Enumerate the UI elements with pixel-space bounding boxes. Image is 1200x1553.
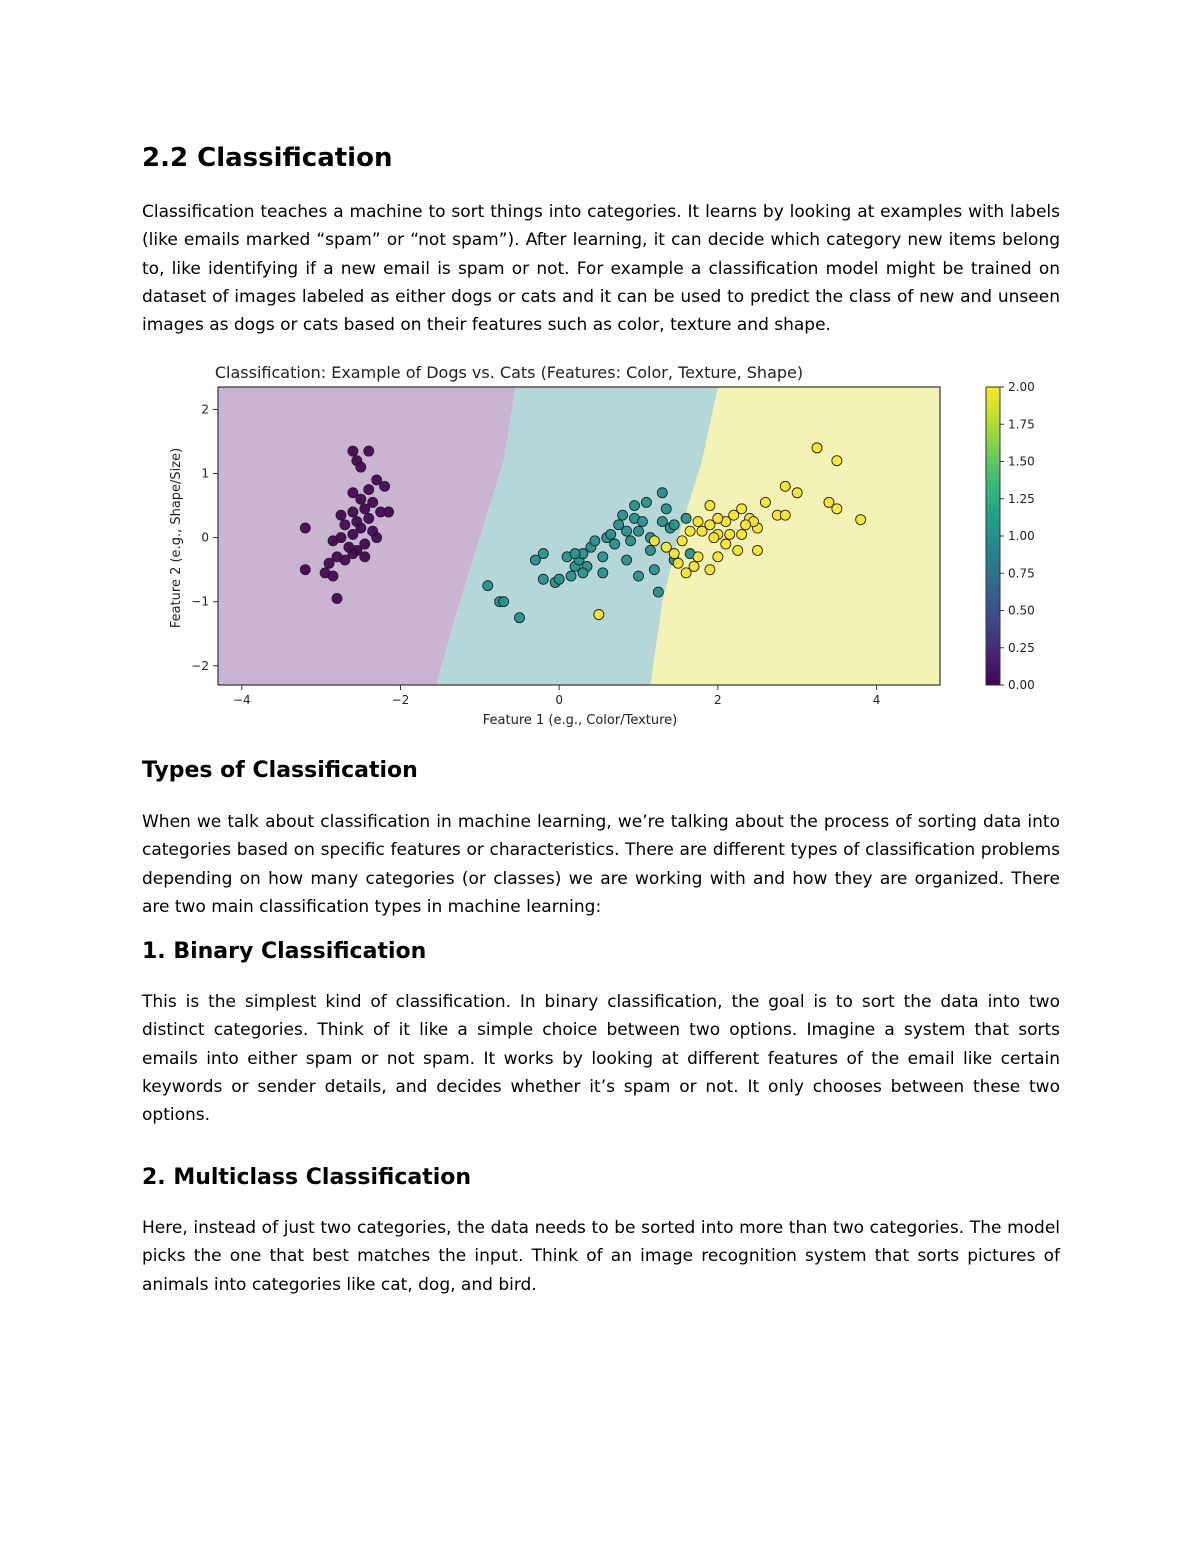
scatter-point-class-2 <box>705 565 715 575</box>
scatter-point-class-2 <box>812 443 822 453</box>
chart-title: Classification: Example of Dogs vs. Cats (Features: Color, Texture, Shape) <box>214 363 804 382</box>
x-axis-label: Feature 1 (e.g., Color/Texture) <box>482 713 678 728</box>
scatter-point-class-1 <box>538 574 548 584</box>
scatter-point-class-2 <box>780 481 790 491</box>
intro-paragraph: Classification teaches a machine to sort things into categories. It learns by looking at examples with labels (like emails marked “spam” or “not spam”). After learning, it can decide which category new items belong to, like identifying if a new email is spam or not. For example a classification model might be trained on dataset of images labeled as either dogs or cats and it can be used to predict the class of new and unseen images as dogs or cats based on their features such as color, texture and shape. <box>142 202 1060 336</box>
scatter-point-class-2 <box>741 520 751 530</box>
scatter-point-class-2 <box>792 488 802 498</box>
colorbar-tick-label: 1.25 <box>1008 491 1035 506</box>
plot-area <box>218 387 940 685</box>
scatter-point-class-1 <box>598 568 608 578</box>
classification-chart <box>140 360 1060 735</box>
scatter-point-class-1 <box>570 549 580 559</box>
scatter-point-class-1 <box>606 529 616 539</box>
colorbar-tick-label: 0.25 <box>1008 640 1035 655</box>
scatter-point-class-2 <box>737 529 747 539</box>
scatter-point-class-2 <box>713 513 723 523</box>
scatter-point-class-1 <box>622 555 632 565</box>
scatter-point-class-1 <box>637 517 647 527</box>
scatter-point-class-2 <box>725 529 735 539</box>
scatter-point-class-1 <box>483 581 493 591</box>
x-tick-label: −4 <box>232 693 251 707</box>
scatter-point-class-1 <box>590 536 600 546</box>
scatter-point-class-2 <box>721 539 731 549</box>
scatter-point-class-2 <box>713 552 723 562</box>
y-tick-label: 2 <box>201 402 209 417</box>
scatter-point-class-2 <box>649 536 659 546</box>
scatter-point-class-2 <box>832 456 842 466</box>
scatter-point-class-1 <box>538 549 548 559</box>
scatter-point-class-1 <box>634 571 644 581</box>
scatter-point-class-1 <box>578 568 588 578</box>
scatter-point-class-0 <box>356 462 366 472</box>
scatter-point-class-0 <box>348 507 358 517</box>
scatter-point-class-2 <box>685 526 695 536</box>
scatter-point-class-1 <box>645 545 655 555</box>
scatter-point-class-1 <box>610 539 620 549</box>
y-tick-label: 0 <box>201 530 209 545</box>
scatter-point-class-0 <box>384 507 394 517</box>
colorbar-tick-label: 1.00 <box>1008 529 1035 543</box>
colorbar-bar <box>986 387 1000 685</box>
scatter-point-class-0 <box>372 533 382 543</box>
scatter-point-class-2 <box>693 517 703 527</box>
scatter-point-class-1 <box>598 552 608 562</box>
scatter-point-class-1 <box>649 565 659 575</box>
scatter-point-class-2 <box>689 561 699 571</box>
scatter-point-class-0 <box>364 485 374 495</box>
scatter-point-class-0 <box>360 504 370 514</box>
scatter-point-class-0 <box>300 523 310 533</box>
scatter-point-class-1 <box>653 587 663 597</box>
colorbar-tick-label: 2.00 <box>1008 380 1035 394</box>
scatter-point-class-1 <box>641 497 651 507</box>
chart-svg <box>140 360 1060 735</box>
y-tick-label: 1 <box>201 466 209 481</box>
scatter-point-class-2 <box>673 558 683 568</box>
scatter-point-class-0 <box>356 494 366 504</box>
colorbar <box>986 380 1035 692</box>
x-tick-label: 4 <box>872 693 881 707</box>
y-tick-label: −2 <box>191 658 209 673</box>
scatter-point-class-0 <box>364 513 374 523</box>
scatter-point-class-0 <box>332 593 342 603</box>
scatter-point-class-1 <box>499 597 509 607</box>
y-axis-label: Feature 2 (e.g., Shape/Size) <box>169 447 184 629</box>
scatter-point-class-2 <box>780 510 790 520</box>
scatter-point-class-1 <box>626 536 636 546</box>
scatter-point-class-0 <box>360 552 370 562</box>
scatter-point-class-0 <box>348 549 358 559</box>
scatter-point-class-2 <box>594 610 604 620</box>
scatter-point-class-2 <box>760 497 770 507</box>
scatter-point-class-2 <box>709 533 719 543</box>
scatter-point-class-0 <box>328 536 338 546</box>
scatter-point-class-2 <box>705 501 715 511</box>
scatter-point-class-0 <box>320 568 330 578</box>
colorbar-tick-label: 0.75 <box>1008 566 1035 581</box>
scatter-point-class-1 <box>618 510 628 520</box>
scatter-point-class-1 <box>566 571 576 581</box>
binary-heading: 1. Binary Classification <box>142 939 427 964</box>
scatter-point-class-1 <box>634 526 644 536</box>
x-tick-label: −2 <box>391 693 410 707</box>
scatter-point-class-2 <box>737 504 747 514</box>
scatter-point-class-0 <box>324 558 334 568</box>
y-tick-label: −1 <box>191 594 209 609</box>
scatter-point-class-0 <box>300 565 310 575</box>
scatter-point-class-1 <box>661 504 671 514</box>
x-tick-label: 2 <box>714 693 722 707</box>
colorbar-tick-label: 1.50 <box>1008 454 1035 469</box>
scatter-point-class-1 <box>681 513 691 523</box>
scatter-point-class-2 <box>832 504 842 514</box>
scatter-point-class-2 <box>677 536 687 546</box>
scatter-point-class-0 <box>348 446 358 456</box>
scatter-point-class-0 <box>336 510 346 520</box>
scatter-point-class-2 <box>733 545 743 555</box>
scatter-point-class-2 <box>753 545 763 555</box>
scatter-point-class-1 <box>657 488 667 498</box>
x-tick-label: 0 <box>555 693 563 707</box>
scatter-point-class-2 <box>856 515 866 525</box>
section-title: 2.2 Classification <box>142 143 393 173</box>
types-heading: Types of Classification <box>142 758 418 783</box>
binary-paragraph: This is the simplest kind of classification. In binary classification, the goal is to sort the data into two distinct categories. Think of it like a simple choice between two options. Imagine a system that sorts emails into either spam or not spam. It works by looking at different features of the email like certain keywords or sender details, and decides whether it’s spam or not. It only chooses between these two options. <box>142 992 1060 1126</box>
scatter-point-class-0 <box>364 446 374 456</box>
types-paragraph: When we talk about classification in machine learning, we’re talking about the process of sorting data into categories based on specific features or characteristics. There are different types of classification problems depending on how many categories (or classes) we are working with and how they are organized. There are two main classification types in machine learning: <box>142 812 1060 917</box>
colorbar-tick-label: 0.50 <box>1008 603 1035 618</box>
scatter-point-class-0 <box>340 520 350 530</box>
scatter-point-class-2 <box>693 552 703 562</box>
multiclass-paragraph: Here, instead of just two categories, the data needs to be sorted into more than two categories. The model picks the one that best matches the input. Think of an image recognition system that sorts pictures of animals into categories like cat, dog, and bird. <box>142 1218 1060 1295</box>
scatter-point-class-1 <box>514 613 524 623</box>
scatter-point-class-1 <box>554 574 564 584</box>
scatter-point-class-1 <box>622 526 632 536</box>
multiclass-heading: 2. Multiclass Classification <box>142 1165 472 1190</box>
scatter-point-class-0 <box>380 481 390 491</box>
scatter-point-class-1 <box>630 501 640 511</box>
colorbar-tick-label: 0.00 <box>1008 678 1035 692</box>
scatter-point-class-2 <box>669 549 679 559</box>
scatter-point-class-1 <box>669 520 679 530</box>
colorbar-tick-label: 1.75 <box>1008 417 1035 432</box>
scatter-point-class-0 <box>348 529 358 539</box>
